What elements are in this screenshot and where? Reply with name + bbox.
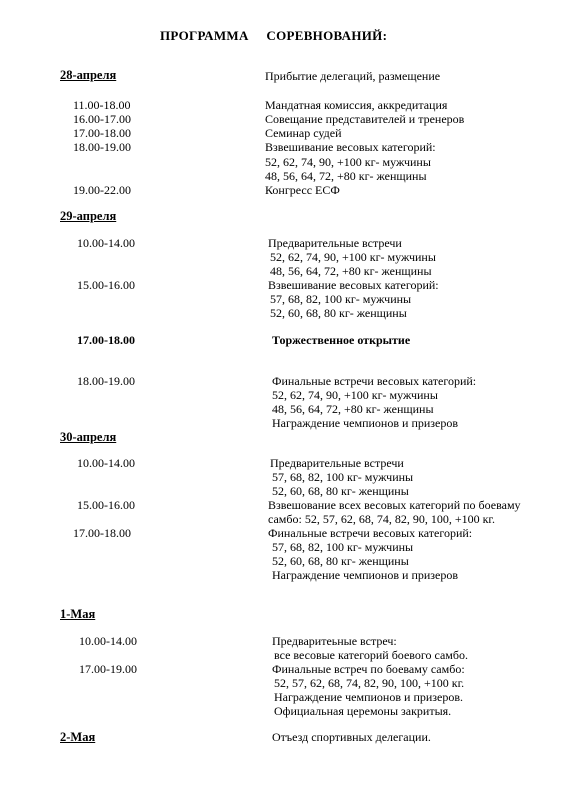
- schedule-text: Финальные встречи весовых категорий:: [268, 526, 473, 540]
- schedule-time: 15.00-16.00: [77, 498, 135, 512]
- schedule-time: 17.00-18.00: [73, 526, 131, 540]
- schedule-text: Предварительные встречи: [270, 456, 404, 470]
- schedule-text: самбо: 52, 57, 62, 68, 74, 82, 90, 100, +100 кг.: [268, 512, 495, 526]
- schedule-text: 52, 62, 74, 90, +100 кг- мужчины: [272, 388, 438, 402]
- schedule-text: Взвешивание весовых категорий:: [265, 140, 436, 154]
- schedule-text: 52, 60, 68, 80 кг- женщины: [272, 484, 409, 498]
- schedule-text: 52, 57, 62, 68, 74, 82, 90, 100, +100 кг.: [274, 676, 465, 690]
- schedule-text: Прибытие делегаций, размещение: [265, 69, 441, 83]
- schedule-time: 10.00-14.00: [79, 634, 137, 648]
- schedule-text: Предваритеьные встреч:: [272, 634, 397, 648]
- schedule-text: 48, 56, 64, 72, +80 кг- женщины: [265, 169, 427, 183]
- schedule-time: 18.00-19.00: [77, 374, 135, 388]
- schedule-text: Награждение чемпионов и призеров: [272, 416, 459, 430]
- schedule-text: 52, 62, 74, 90, +100 кг- мужчины: [270, 250, 436, 264]
- schedule-text: Отъезд спортивных делегации.: [272, 730, 431, 744]
- schedule-time: 17.00-18.00: [77, 333, 135, 347]
- schedule-time: 10.00-14.00: [77, 236, 135, 250]
- schedule-text: Финальные встречи весовых категорий:: [272, 374, 477, 388]
- schedule-text: Торжественное открытие: [272, 333, 411, 347]
- schedule-text: Совещание представителей и тренеров: [265, 112, 465, 126]
- day-date: 2-Мая: [60, 730, 96, 744]
- schedule-time: 10.00-14.00: [77, 456, 135, 470]
- schedule-text: Мандатная комиссия, аккредитация: [265, 98, 448, 112]
- schedule-text: 57, 68, 82, 100 кг- мужчины: [272, 470, 414, 484]
- schedule-time: 17.00-19.00: [79, 662, 137, 676]
- schedule-text: 52, 60, 68, 80 кг- женщины: [270, 306, 407, 320]
- day-date: 1-Мая: [60, 607, 96, 621]
- schedule-text: Семинар судей: [265, 126, 342, 140]
- schedule-text: 48, 56, 64, 72, +80 кг- женщины: [272, 402, 434, 416]
- schedule-text: все весовые категорий боевого самбо.: [274, 648, 468, 662]
- schedule-text: Официальная церемоны закритыя.: [274, 704, 452, 718]
- day-date: 29-апреля: [60, 209, 117, 223]
- schedule-text: Награждение чемпионов и призеров: [272, 568, 459, 582]
- schedule-text: Взвешивание весовых категорий:: [268, 278, 439, 292]
- schedule-text: Награждение чемпионов и призеров.: [274, 690, 464, 704]
- schedule-time: 15.00-16.00: [77, 278, 135, 292]
- schedule-text: 52, 62, 74, 90, +100 кг- мужчины: [265, 155, 431, 169]
- schedule-time: 17.00-18.00: [73, 126, 131, 140]
- schedule-text: 57, 68, 82, 100 кг- мужчины: [272, 540, 414, 554]
- page-title: ПРОГРАММА СОРЕВНОВАНИЙ:: [160, 28, 388, 43]
- schedule-text: Финальные встреч по боеваму самбо:: [272, 662, 465, 676]
- schedule-time: 18.00-19.00: [73, 140, 131, 154]
- day-date: 28-апреля: [60, 68, 117, 82]
- schedule-text: Взвешование всех весовых категорий по боеваму: [268, 498, 521, 512]
- schedule-time: 11.00-18.00: [73, 98, 131, 112]
- schedule-text: 52, 60, 68, 80 кг- женщины: [272, 554, 409, 568]
- day-date: 30-апреля: [60, 430, 117, 444]
- schedule-text: Предварительные встречи: [268, 236, 402, 250]
- schedule-text: Конгресс ЕСФ: [265, 183, 340, 197]
- schedule-time: 16.00-17.00: [73, 112, 131, 126]
- schedule-time: 19.00-22.00: [73, 183, 131, 197]
- schedule-text: 57, 68, 82, 100 кг- мужчины: [270, 292, 412, 306]
- schedule-text: 48, 56, 64, 72, +80 кг- женщины: [270, 264, 432, 278]
